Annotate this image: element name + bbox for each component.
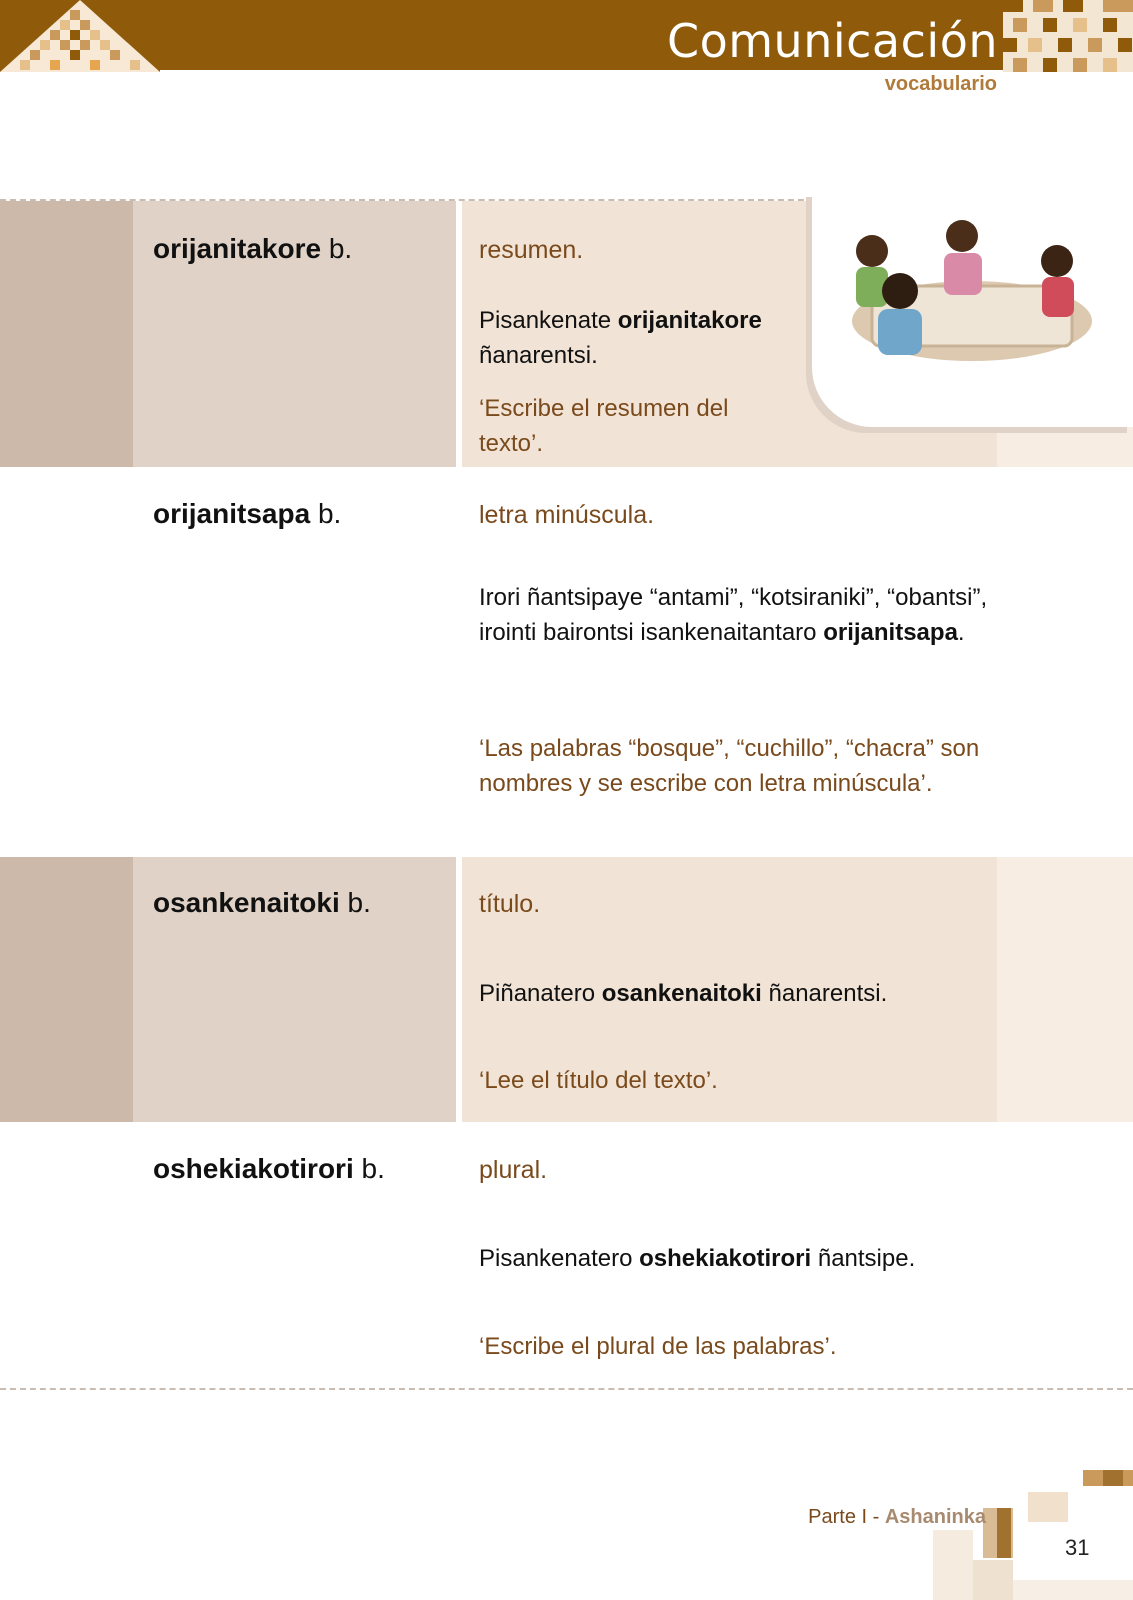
woven-pattern-left [0,0,160,72]
page-number: 31 [1065,1535,1090,1560]
section-subtitle: vocabulario [884,73,997,95]
illustration-card [812,191,1133,427]
children-writing-illustration [812,191,1133,411]
footer-label: Parte I - Ashaninka [808,1506,986,1528]
entry-translation: ‘Las palabras “bosque”, “cuchillo”, “chacra” son nombres y se escribe con letra minúscula’. [479,735,980,797]
entry-example: Pisankenate orijanitakore ñanarentsi. [479,307,762,369]
entry-definition: letra minúscula. [479,501,655,529]
entry-example: Pisankenatero oshekiakotirori ñantsipe. [479,1245,916,1272]
divider-bottom [0,1388,1133,1390]
entry-definition: título. [479,890,541,918]
entry-right-band [997,857,1133,1122]
entry-example: Irori ñantsipaye “antami”, “kotsiraniki”, “obantsi”, irointi bairontsi isankenaitantaro orijanitsapa. [479,584,988,646]
section-title: Comunicación [666,14,998,68]
entry-term: orijanitakore b. [153,233,353,264]
entry-definition: plural. [479,1156,548,1184]
woven-pattern-footer [933,1470,1133,1600]
entry-term: orijanitsapa b. [153,498,342,529]
entry-example: Piñanatero osankenaitoki ñanarentsi. [479,980,888,1007]
entry-translation: ‘Escribe el resumen del texto’. [479,395,729,457]
entry-translation: ‘Lee el título del texto’. [479,1067,718,1094]
entry-term: osankenaitoki b. [153,887,371,918]
woven-pattern-right [1003,0,1133,72]
entry-term: oshekiakotirori b. [153,1153,385,1184]
entry-margin-band [0,857,133,1122]
entry-definition: resumen. [479,236,584,264]
entry-margin-band [0,201,133,467]
entry-translation: ‘Escribe el plural de las palabras’. [479,1333,837,1360]
